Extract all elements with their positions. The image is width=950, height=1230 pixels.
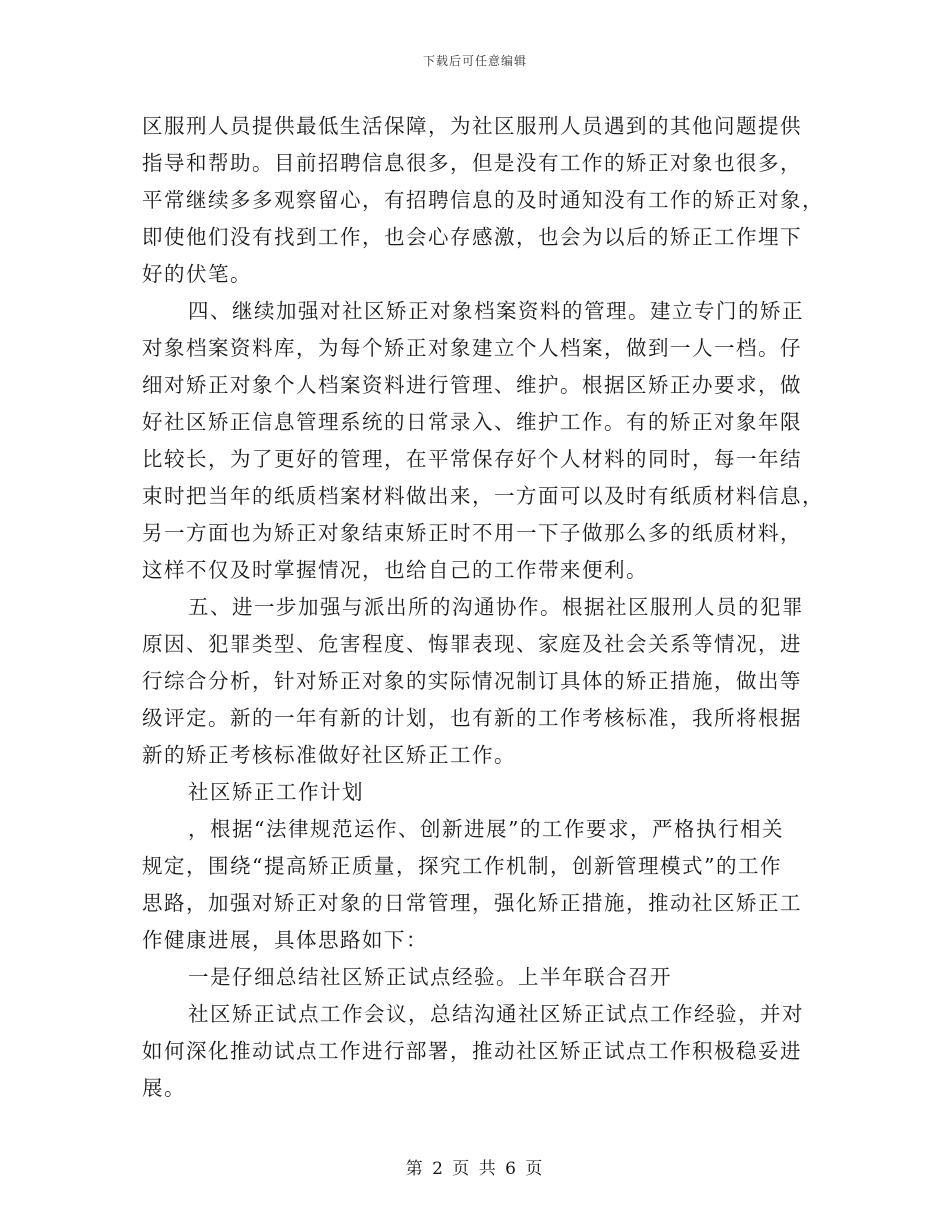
- section-heading: 社区矫正工作计划: [188, 780, 364, 804]
- paragraph-line: 即使他们没有找到工作，也会心存感激，也会为以后的矫正工作埋下: [142, 225, 802, 249]
- paragraph-line: 新的矫正考核标准做好社区矫正工作。: [142, 743, 516, 767]
- paragraph-line: 好的伏笔。: [142, 262, 252, 286]
- paragraph-line: 平常继续多多观察留心，有招聘信息的及时通知没有工作的矫正对象，: [142, 188, 824, 212]
- paragraph-line: 比较长，为了更好的管理，在平常保存好个人材料的同时，每一年结: [142, 447, 802, 471]
- paragraph-line: 展。: [142, 1076, 186, 1100]
- paragraph-line: 作健康进展，具体思路如下：: [142, 928, 428, 952]
- paragraph-line: 社区矫正试点工作会议，总结沟通社区矫正试点工作经验，并对: [188, 1002, 804, 1026]
- document-body: [142, 108, 822, 1107]
- paragraph-line: 指导和帮助。目前招聘信息很多，但是没有工作的矫正对象也很多，: [142, 151, 802, 175]
- paragraph-line: 一是仔细总结社区矫正试点经验。上半年联合召开: [188, 965, 672, 989]
- paragraph-line: 级评定。新的一年有新的计划，也有新的工作考核标准，我所将根据: [142, 706, 802, 730]
- paragraph-line: 行综合分析，针对矫正对象的实际情况制订具体的矫正措施，做出等: [142, 669, 802, 693]
- paragraph-line: 另一方面也为矫正对象结束矫正时不用一下子做那么多的纸质材料，: [142, 521, 802, 545]
- paragraph-line: 束时把当年的纸质档案材料做出来，一方面可以及时有纸质材料信息，: [142, 484, 824, 508]
- paragraph-line: 好社区矫正信息管理系统的日常录入、维护工作。有的矫正对象年限: [142, 410, 802, 434]
- paragraph-line: 如何深化推动试点工作进行部署，推动社区矫正试点工作积极稳妥进: [142, 1039, 802, 1063]
- paragraph-line: 对象档案资料库，为每个矫正对象建立个人档案，做到一人一档。仔: [142, 336, 802, 360]
- paragraph-line: ，根据“法律规范运作、创新进展”的工作要求，严格执行相关: [188, 817, 784, 841]
- paragraph-line: 区服刑人员提供最低生活保障，为社区服刑人员遇到的其他问题提供: [142, 114, 802, 138]
- paragraph-line: 这样不仅及时掌握情况，也给自己的工作带来便利。: [142, 558, 648, 582]
- paragraph-line: 细对矫正对象个人档案资料进行管理、维护。根据区矫正办要求，做: [142, 373, 802, 397]
- paragraph-line: 五、进一步加强与派出所的沟通协作。根据社区服刑人员的犯罪: [188, 595, 804, 619]
- page-header: 下载后可任意编辑: [422, 54, 527, 68]
- paragraph-line: 原因、犯罪类型、危害程度、悔罪表现、家庭及社会关系等情况，进: [142, 632, 802, 656]
- paragraph-line: 四、继续加强对社区矫正对象档案资料的管理。建立专门的矫正: [188, 299, 804, 323]
- page-number: 第 2 页 共 6 页: [405, 1159, 545, 1179]
- paragraph-line: 思路，加强对矫正对象的日常管理，强化矫正措施，推动社区矫正工: [142, 891, 802, 915]
- paragraph-line: 规定，围绕“提高矫正质量，探究工作机制，创新管理模式”的工作: [142, 854, 782, 878]
